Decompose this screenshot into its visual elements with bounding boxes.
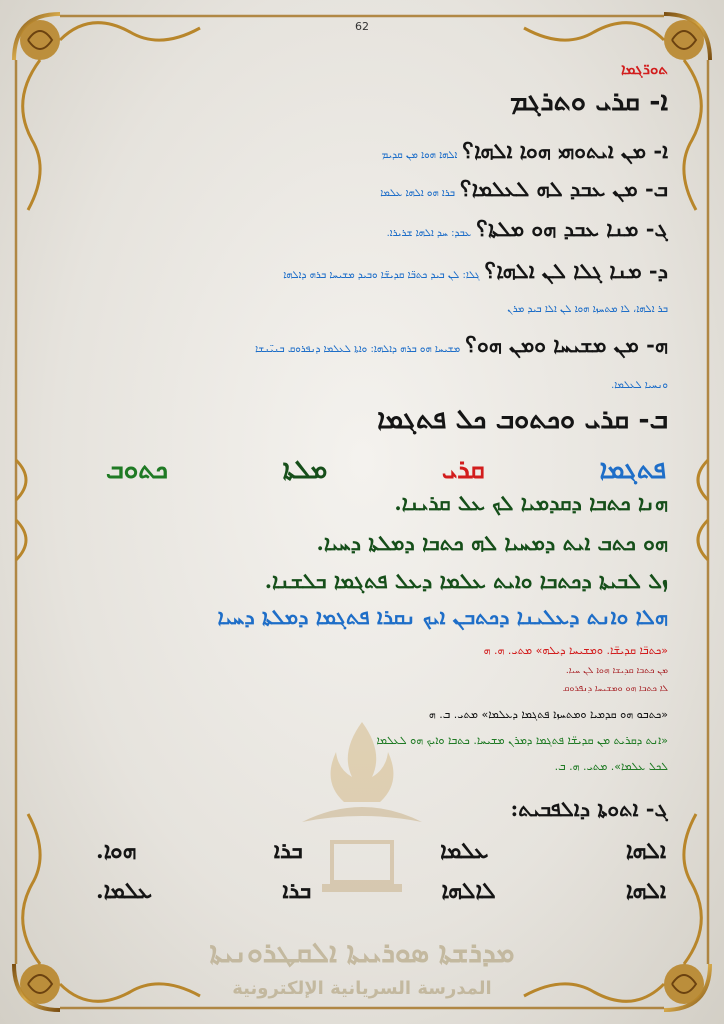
section-b-line-3: ܙܠ ܠܒܝܬܐ ܕܟܬܒܐ ܘܐܝܬ ܥܠܡܐ ܕܥܠ ܦܬܓܡܐ ܒܠܫܢܐ. (264, 568, 668, 593)
section-c-row-2 (96, 878, 666, 904)
qa-item-3 (387, 216, 668, 242)
page-number: 62 (355, 20, 369, 33)
page-heading: ܬܘܪ̈ܓܡܐ (621, 60, 668, 78)
section-c-row-1 (96, 838, 666, 864)
qa-item-2 (380, 176, 668, 202)
answer-4: ܓܠܐ: ܠܢ ܒܝܕ ܟܬܒ̈ܐ ܩܕܝܫ̈ܐ ܘܒܝܕ ܡܫܝܚܐ ܒܪܗ ܕܐܠܗܐ (283, 270, 480, 281)
qa-item-5 (255, 332, 668, 358)
row-2-word-2: ܠܐܠܗܐ (441, 878, 496, 904)
question-3: ܓ- ܡܢܐ ܥܒܕ ܗܘ ܡܠܬܐ؟ (476, 216, 668, 241)
quote-2-heading: «ܟܬܒܘ ܗܘ ܩܕܡܝܐ ܘܡܬܚܙܐ ܦܬܓܡܐ ܕܥܠܡܐ» ܡܬܝ. ܒ. ܗ (428, 708, 668, 721)
section-b-line-1: ܗܢܐ ܟܬܒܐ ܕܩܕܡܝܐ ܠܟ ܥܠ ܩܪܝܢܐ. (394, 490, 668, 515)
key-word-2: ܩܪܝ (441, 455, 485, 485)
section-a-title: ܐ- ܩܪܝ ܘܬܪܓܡ (509, 86, 668, 117)
row-2-word-4: ܥܠܡܐ. (96, 878, 153, 904)
section-b-title: ܒ- ܩܪܝ ܘܟܬܘܒ ܟܠ ܦܬܓܡܐ (377, 404, 668, 435)
question-1: ܐ- ܡܢ ܐܝܬܘܗܝ ܗܘܐ ܐܠܗܐ؟ (462, 138, 668, 163)
qa-item-4 (283, 258, 668, 284)
quote-1-reference: «ܟܬܒ̈ܐ ܩܕܝܫ̈ܐ. ܘܡܫܝܚܐ ܕܝܠܗ» ܡܬܝ. ܗ. ܗ (483, 644, 668, 657)
section-c-title: ܓ- ܐܬܘܬܐ ܕܐܠܦܒܝܬ: (510, 796, 668, 821)
section-b-line-4: ܗܠܐ ܘܐܢܬ ܕܥܠܝܢܐ ܕܟܬܒܢ ܐܝܟ ܢܩܪܐ ܦܬܓܡܐ ܕܡܠܬܐ ܕܚܝܐ (217, 604, 668, 629)
question-2: ܒ- ܡܢ ܥܒܕ ܠܗ ܠܥܠܡܐ؟ (460, 176, 668, 201)
row-1-word-4: ܗܘܐ. (96, 838, 137, 864)
section-b-key-words (106, 455, 666, 486)
quote-1-line-1: ܡܢ ܟܬܒܐ ܩܕܝܫܐ ܗܘܐ ܠܢ ܚܝܐ. (565, 666, 668, 676)
row-1-word-2: ܥܠܡܐ (440, 838, 489, 864)
watermark-arabic: المدرسة السريانية الإلكترونية (232, 978, 492, 999)
question-4: ܕ- ܡܢܐ ܓܠܐ ܠܢ ܐܠܗܐ؟ (484, 258, 668, 283)
quote-2-line-2: ܠܟܠ ܥܠܡܐ». ܡܬܝ. ܗ. ܒ. (554, 760, 668, 773)
section-b-line-2: ܗܘ ܟܬܒ ܐܝܬ ܕܡܚܝܐ ܠܗ ܟܬܒܐ ܕܡܠܬܐ ܕܚܝܐ. (316, 530, 668, 555)
key-word-4: ܟܬܘܒ (106, 455, 168, 485)
quote-2-line-1: «ܐܢܬ ܕܩܪܝܬ ܡܢ ܩܕܝܫ̈ܐ ܦܬܓܡܐ ܕܡܪܢ ܡܫܝܚܐ. ܟܬܒܐ ܘܐܝܟ ܗܘ ܠܥܠܡܐ (376, 734, 668, 747)
answer-5: ܡܫܝܚܐ ܗܘ ܒܪܗ ܕܐܠܗܐ: ܘܐܬܐ ܠܥܠܡܐ ܕܢܦܪܘܩ ܒܢܝ̈ܢܫܐ (255, 344, 461, 355)
key-word-3: ܡܠܬܐ (282, 455, 328, 485)
question-5: ܗ- ܡܢ ܡܫܝܚܐ ܘܡܢ ܗܘ؟ (465, 332, 668, 357)
quote-1-line-2: ܠܐ ܟܬܒܐ ܗܘ ܘܡܫܝܚܐ ܕܢܦܪܘܩ (562, 684, 668, 694)
row-1-word-1: ܐܠܗܐ (625, 838, 666, 864)
answer-3: ܥܒܕ: ܚܕ ܐܠܗܐ ܫܪܝܪܐ. (386, 228, 472, 239)
key-word-1: ܦܬܓܡܐ (599, 455, 666, 485)
answer-4-continued: ܒܪ ܐܠܗܐ، ܠܐ ܡܬܚܙܐ ܗܘܐ ܠܢ ܐܠܐ ܒܝܕ ܡܪܢ (507, 304, 668, 315)
watermark-syriac: ܡܕܪܫܬܐ ܣܘܪܝܝܬܐ ܐܠܩܛܪܘܢܝܬܐ (209, 936, 515, 969)
row-2-word-1: ܐܠܗܐ (625, 878, 666, 904)
qa-item-1 (382, 138, 668, 164)
row-1-word-3: ܒܪܐ (273, 838, 303, 864)
row-2-word-3: ܒܪܐ (282, 878, 312, 904)
answer-1: ܐܠܗܐ ܗܘܐ ܡܢ ܩܕܝܡ (381, 150, 458, 161)
answer-2: ܒܪܐ ܗܘ ܐܠܗܐ ܥܠܡܐ (380, 188, 456, 199)
answer-5-continued: ܘܢܚܝܐ ܠܥܠܡܐ. (611, 380, 668, 391)
